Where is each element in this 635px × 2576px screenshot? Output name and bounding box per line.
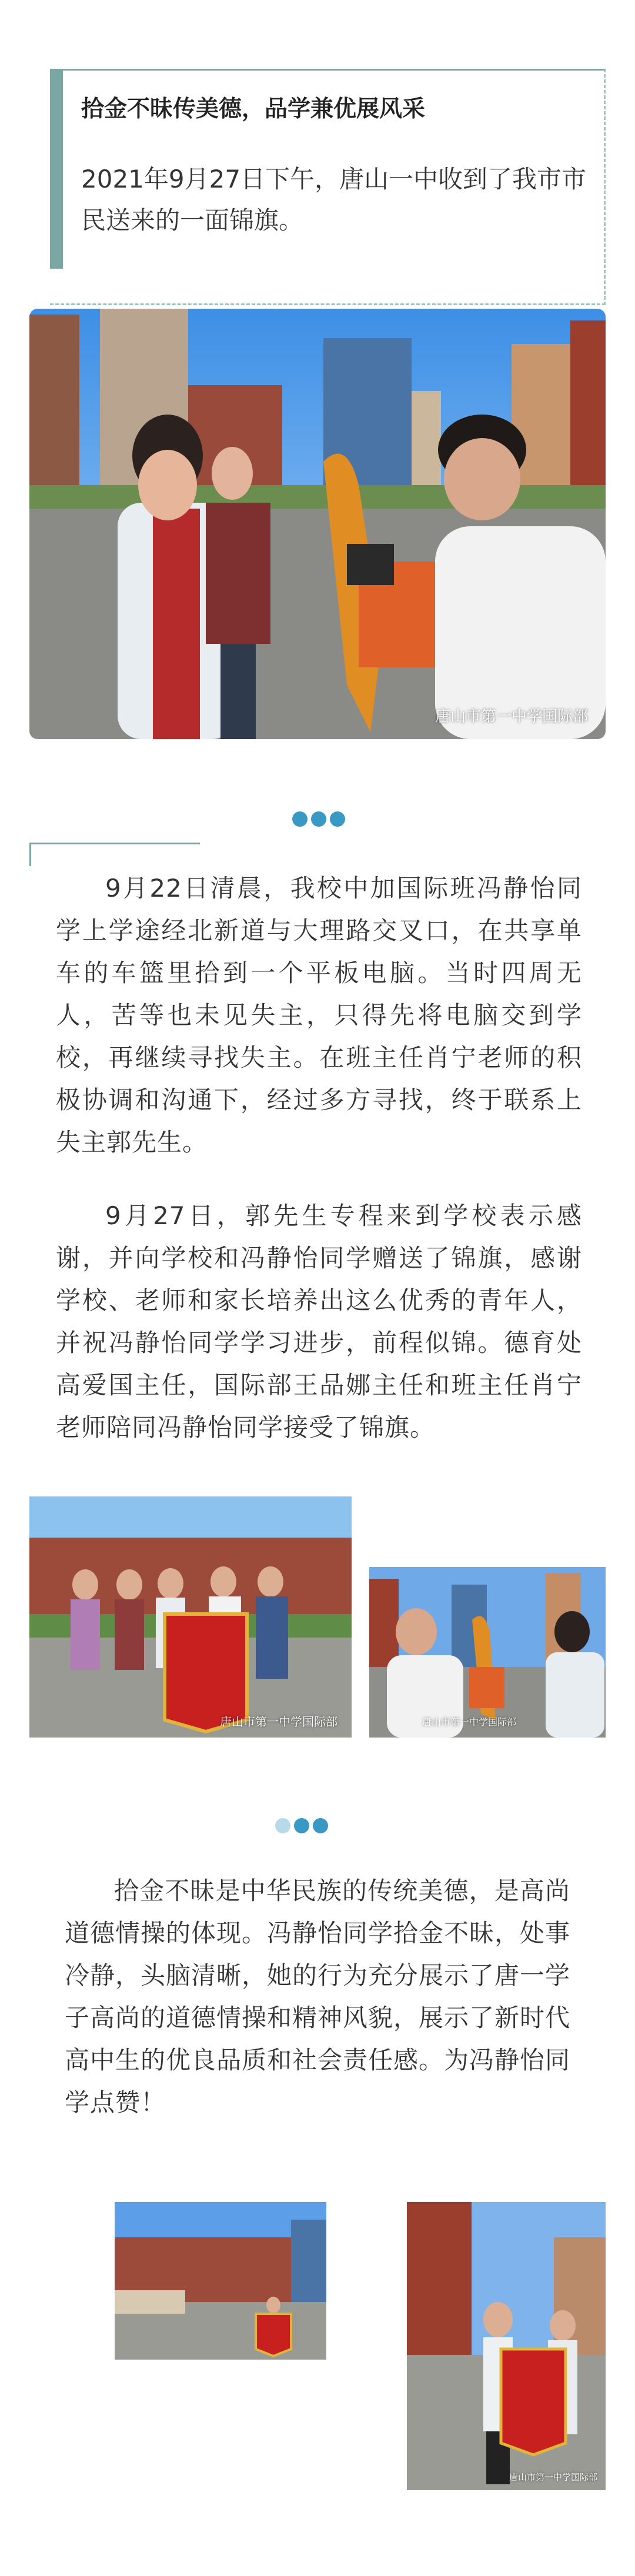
- dot-icon: [313, 1818, 328, 1833]
- section-corner-rule: [29, 843, 200, 866]
- header-accent-bar: [50, 69, 63, 269]
- dot-icon: [292, 811, 308, 827]
- paragraph: 9月27日，郭先生专程来到学校表示感谢，并向学校和冯静怡同学赠送了锦旗，感谢学校、老师和家长培养出这么优秀的青年人，并祝冯静怡同学学习进步，前程似锦。德育处高爱国主任，国际部王品娜主任和班主任肖宁老师陪同冯静怡同学接受了锦旗。: [56, 1201, 582, 1442]
- main-photo: [29, 309, 606, 739]
- photo-watermark: 唐山市第一中学国际部: [435, 708, 588, 726]
- photo-watermark: 唐山市第一中学国际部: [422, 1716, 517, 1728]
- dot-icon: [294, 1818, 309, 1833]
- article-title: 拾金不昧传美德，品学兼优展风采: [81, 96, 426, 122]
- section-divider-dots: [292, 811, 345, 827]
- paragraph: 拾金不昧是中华民族的传统美德，是高尚道德情操的体现。冯静怡同学拾金不昧，处事冷静，头脑清晰，她的行为充分展示了唐一学子高尚的道德情操和精神风貌，展示了新时代高中生的优良品质和社会责任感。为冯静怡同学点赞！: [65, 1876, 571, 2117]
- dot-icon: [311, 811, 326, 827]
- photo-watermark: 唐山市第一中学国际部: [509, 2472, 597, 2483]
- banner-photo-right: [407, 2202, 606, 2490]
- dot-icon: [330, 811, 345, 827]
- article-intro: 2021年9月27日下午，唐山一中收到了我市市民送来的一面锦旗。: [81, 165, 587, 235]
- section-2-text: [65, 1870, 570, 2124]
- dot-icon: [275, 1818, 290, 1833]
- section-1-text-2: [56, 1195, 582, 1449]
- group-photo: [29, 1496, 352, 1738]
- paragraph: 9月22日清晨，我校中加国际班冯静怡同学上学途经北新道与大理路交叉口，在共享单车的车篮里拾到一个平板电脑。当时四周无人，苦等也未见失主，只得先将电脑交到学校，再继续寻找失主。在班主任肖宁老师的积极协调和沟通下，经过多方寻找，终于联系上失主郭先生。: [56, 874, 582, 1157]
- section-divider-dots: [275, 1818, 328, 1833]
- handover-photo: [369, 1567, 606, 1738]
- banner-photo-left: [115, 2202, 326, 2360]
- photo-watermark: 唐山市第一中学国际部: [220, 1715, 337, 1729]
- section-1-text: [56, 867, 582, 1164]
